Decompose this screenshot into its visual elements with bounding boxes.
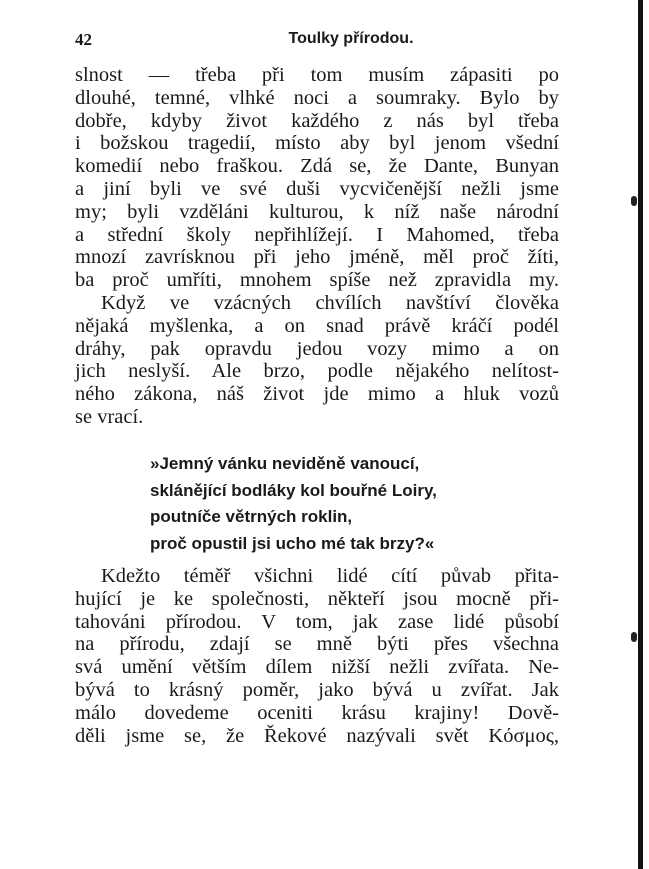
- verse-line: poutníče větrných roklin,: [150, 507, 353, 526]
- text-line: ného zákona, náš život jde mimo a hluk vozů: [75, 383, 559, 406]
- running-title: Toulky přírodou.: [288, 30, 414, 47]
- verse-line: »Jemný vánku neviděně vanoucí,: [150, 454, 420, 473]
- text-line: dlouhé, temné, vlhké noci a soumraky. Bylo by: [75, 86, 559, 109]
- paragraph-3-first: [75, 565, 559, 588]
- text-line: jich neslyší. Ale brzo, podle nějakého nelítost-: [75, 360, 559, 383]
- text-line: dobře, kdyby život každého z nás byl třeba: [75, 109, 559, 132]
- text-line: komedií nebo fraškou. Zdá se, že Dante, Bunyan: [75, 155, 559, 178]
- paragraph-1: [75, 64, 559, 292]
- text-line: na přírodu, zdají se mně býti přes všechna: [75, 633, 559, 656]
- text-line: tahováni přírodou. V tom, jak zase lidé působí: [75, 610, 559, 633]
- text-line: a jiní byli ve své duši vycvičenější nežli jsme: [75, 177, 559, 200]
- paragraph-2: [75, 292, 559, 315]
- running-head: [75, 30, 557, 56]
- text-line: my; byli vzděláni kulturou, k níž naše národní: [75, 200, 559, 223]
- text-line: nějaká myšlenka, a on snad právě kráčí podél: [75, 314, 559, 337]
- text-line: Kdežto téměř všichni lidé cítí půvab přita-: [101, 565, 559, 587]
- text-line: ba proč umříti, mnohem spíše než zpravidla my.: [75, 269, 559, 292]
- text-line: málo dovedeme oceniti krásu krajiny! Dově-: [75, 701, 559, 724]
- page-edge-shadow: [638, 0, 643, 869]
- page-number: 42: [75, 30, 92, 49]
- text-line: i božskou tragedií, místo aby byl jenom všední: [75, 132, 559, 155]
- text-line: slnost — třeba při tom musím zápasiti po: [75, 64, 559, 86]
- text-line: Když ve vzácných chvílích navštíví člověka: [101, 291, 559, 314]
- verse-line: sklánějící bodláky kol bouřné Loiry,: [150, 480, 437, 500]
- body-text-2: [75, 565, 559, 747]
- text-line: mnozí zavrísknou při jeho jméně, měl proč žíti,: [75, 246, 559, 269]
- text-line: bývá to krásný poměr, jako bývá u zvířat. Jak: [75, 678, 559, 701]
- verse-quote: [150, 451, 490, 557]
- paragraph-3: [75, 588, 559, 748]
- verse-line: proč opustil jsi ucho mé tak brzy?«: [150, 533, 435, 553]
- body-text: [75, 64, 559, 429]
- text-line: se vrací.: [75, 405, 144, 428]
- paragraph-2-cont: [75, 315, 559, 429]
- text-line: svá umění větším dílem nižší nežli zvířata. Ne-: [75, 656, 559, 679]
- margin-speck: [631, 632, 637, 642]
- text-line: děli jsme se, že Řekové nazývali svět Κόσμος,: [75, 724, 559, 747]
- margin-speck: [631, 196, 637, 206]
- text-line: dráhy, pak opravdu jedou vozy mimo a on: [75, 337, 559, 360]
- text-line: a střední školy nepřihlížejí. I Mahomed, třeba: [75, 223, 559, 246]
- text-line: hující je ke společnosti, někteří jsou mocně při-: [75, 587, 559, 610]
